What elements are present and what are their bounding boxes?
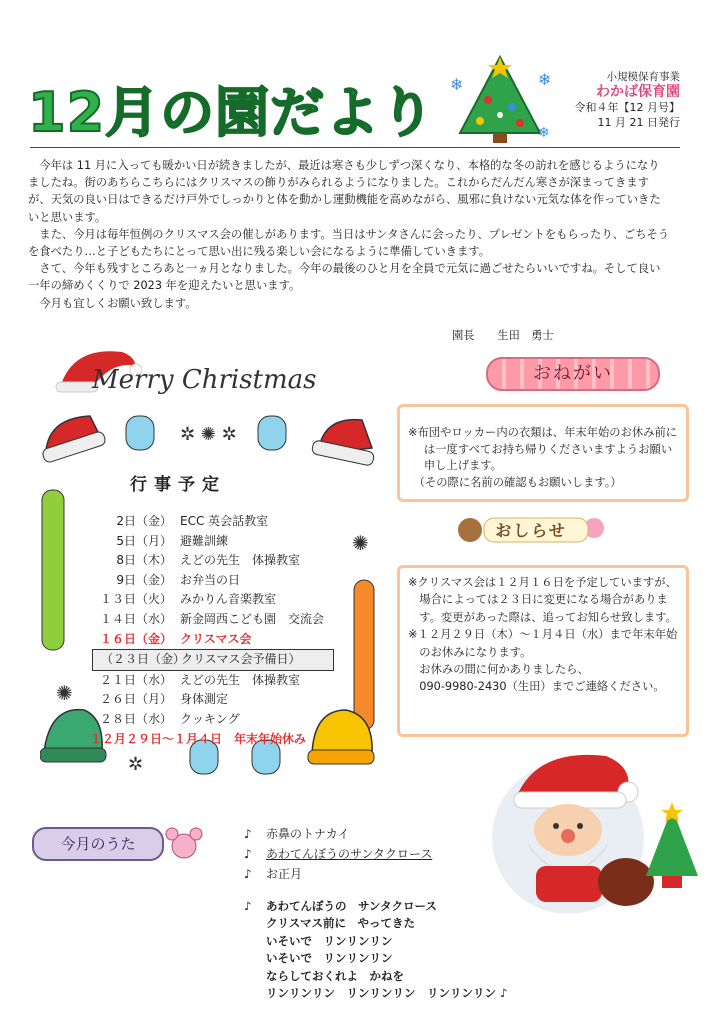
- holiday-notice: １２月２９日～１月４日 年末年始休み: [90, 731, 307, 746]
- events-list: [90, 512, 350, 749]
- notice-text: ※布団やロッカー内の衣類は、年末年始のお休み前には一度すべてお持ち帰りくださいますようお願い申し上げます。: [408, 426, 678, 472]
- event-text: クッキング: [180, 711, 240, 726]
- merry-christmas-heading: Merry Christmas: [92, 365, 317, 395]
- songs-list: [244, 824, 432, 884]
- santa-illustration: [476, 748, 706, 913]
- svg-text:✺: ✺: [56, 681, 73, 705]
- mouse-icon: [162, 826, 206, 860]
- intro-text: [28, 157, 670, 312]
- notice-text: （その際に名前の確認もお願いします。）: [413, 475, 622, 489]
- event-date: １６日（金）: [100, 631, 173, 646]
- svg-text:✺: ✺: [352, 531, 369, 555]
- header-info: [560, 70, 680, 130]
- intro-paragraph: さて、今年も残すところあと一ヵ月となりました。今年の最後のひと月を全員で元気に過ごせたらいいですね。そして良い一年の締めくくりで 2023 年を迎えたいと思います。: [28, 262, 661, 293]
- svg-text:❄: ❄: [538, 70, 552, 89]
- event-text: みかりん音楽教室: [180, 592, 277, 607]
- svg-text:✲: ✲: [128, 754, 144, 775]
- song-badge: 今月のうた: [32, 827, 164, 861]
- event-row: [100, 630, 350, 650]
- notice-item: 090-9980-2430（生田）までご連絡ください。: [419, 680, 665, 694]
- song-title: お正月: [266, 867, 303, 881]
- org-label: 小規模保育事業: [606, 71, 680, 83]
- page-title: 12月の園だより: [28, 81, 436, 144]
- onegai-notice: [397, 404, 689, 502]
- list-item: [244, 824, 432, 844]
- list-item: [244, 844, 432, 864]
- event-row: [100, 690, 350, 710]
- school-name: わかば保育園: [596, 84, 680, 100]
- lyric-line: クリスマス前に やってきた: [266, 916, 416, 931]
- event-text: クリスマス会予備日）: [181, 652, 301, 667]
- lyric-line: いそいで リンリンリン: [266, 933, 393, 948]
- oshirase-notice: [397, 565, 689, 737]
- events-title: 行事予定: [130, 475, 226, 495]
- event-text: お弁当の日: [180, 572, 241, 587]
- event-row: [100, 610, 350, 630]
- song-title: あわてんぼうのサンタクロース: [266, 847, 433, 861]
- intro-paragraph: 今年は 11 月に入っても暖かい日が続きましたが、最近は寒さも少しずつ深くなり、本格的な冬の訪れを感じるようになりましたね。街のあちらこちらにはクリスマスの飾りがみられるようになりました。これからだんだん寒さが深まってきますが、天気の良い日はできるだけ戸外でしっかりと体を動かし運動機能を高めながら、風邪に負けない元気な体を作っていきたいと思います。: [28, 159, 661, 224]
- lyric-line: ♪ あわてんぼうの サンタクロース: [244, 898, 507, 915]
- event-date: ２１日（水）: [100, 672, 173, 687]
- event-row: [100, 571, 350, 591]
- issue-date: 11 月 21 日発行: [597, 116, 680, 129]
- event-text: 新金岡西こども園 交流会: [180, 611, 325, 626]
- intro-paragraph: 今月も宜しくお願い致します。: [39, 296, 197, 310]
- song-title: 赤鼻のトナカイ: [266, 827, 350, 841]
- music-note-icon: ♪: [244, 899, 252, 913]
- event-date: ２６日（月）: [100, 692, 173, 707]
- intro-paragraph: また、今月は毎年恒例のクリスマス会の催しがあります。当日はサンタさんに会ったり、プレゼントをもらったり、ごちそうを食べたり…と子どもたちにとって思い出に残る楽しい会になるように準備していきます。: [28, 227, 670, 259]
- event-date: １４日（水）: [100, 611, 173, 626]
- onegai-badge: おねがい: [486, 357, 660, 391]
- event-date: ２８日（水）: [100, 711, 173, 726]
- notice-item: ※１２月２９日（木）～１月４日（水）まで年末年始のお休みになります。: [408, 628, 678, 659]
- event-row: [92, 649, 334, 671]
- event-date: 9日（金）: [116, 572, 172, 587]
- notice-item: ※クリスマス会は１２月１６日を予定していますが、場合によっては２３日に変更になる場合があります。変更があった際は、追ってお知らせ致します。: [408, 576, 677, 624]
- event-date: 2日（金）: [116, 514, 172, 528]
- svg-text:✲ ✺ ✲: ✲ ✺ ✲: [180, 424, 237, 445]
- event-text: ECC 英会話教室: [180, 514, 269, 528]
- event-text: クリスマス会: [180, 631, 252, 646]
- event-row: [100, 512, 350, 532]
- event-date: （２３日（金）: [101, 652, 186, 667]
- event-row: [100, 590, 350, 610]
- event-row: [100, 551, 350, 571]
- oshirase-badge: おしらせ: [495, 521, 567, 540]
- svg-text:❄: ❄: [450, 75, 464, 94]
- event-date: １３日（火）: [100, 592, 173, 607]
- music-note-icon: ♪: [244, 827, 252, 841]
- event-row: [100, 532, 350, 552]
- principal-signature: 園長 生田 勇士: [452, 329, 554, 342]
- event-row: [100, 710, 350, 730]
- music-note-icon: ♪: [244, 847, 252, 861]
- event-text: えどの先生 体操教室: [180, 672, 301, 687]
- christmas-tree-icon: [440, 45, 560, 145]
- song-lyrics: [244, 898, 507, 1002]
- notice-item: お休みの間に何かありましたら、: [419, 663, 589, 677]
- issue-label: 令和４年【12 月号】: [574, 101, 680, 114]
- lyric-line: いそいで リンリンリン: [266, 951, 393, 966]
- lyric-line: ならしておくれよ かねを: [266, 968, 404, 983]
- event-date: 5日（月）: [116, 533, 172, 548]
- svg-text:❄: ❄: [538, 125, 550, 141]
- lyric-line: リンリンリン リンリンリン リンリンリン ♪: [266, 986, 508, 1001]
- list-item: [244, 864, 432, 884]
- header-divider: [30, 147, 680, 148]
- event-date: 8日（木）: [116, 553, 172, 568]
- event-text: 避難訓練: [180, 533, 229, 548]
- event-text: 身体測定: [180, 692, 229, 707]
- music-note-icon: ♪: [244, 867, 252, 881]
- event-row: [100, 671, 350, 691]
- event-text: えどの先生 体操教室: [180, 553, 301, 568]
